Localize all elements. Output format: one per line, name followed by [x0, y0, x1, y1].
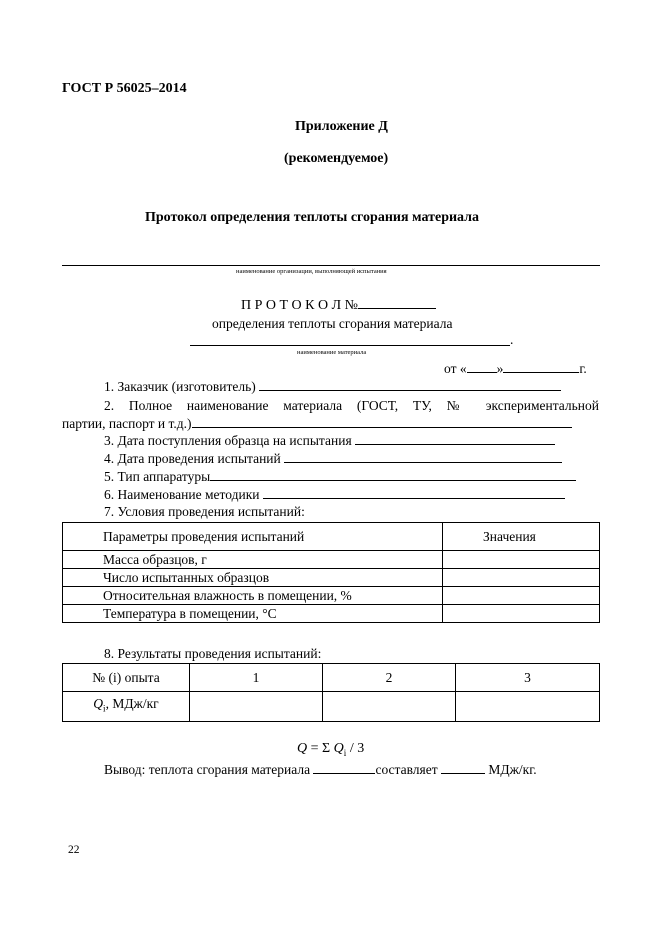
- conclusion-material-field: [313, 762, 375, 774]
- conditions-header-values: Значения: [443, 523, 600, 551]
- standard-number: ГОСТ Р 56025–2014: [62, 81, 187, 96]
- results-value-cell: [456, 692, 600, 722]
- table-row: [63, 587, 600, 605]
- item-method-name: [104, 487, 565, 503]
- results-q-label: [63, 692, 190, 722]
- date-prefix: от «: [444, 361, 467, 376]
- results-column-header: 1: [190, 664, 323, 692]
- item-test-date: [104, 451, 562, 467]
- results-column-header: 2: [323, 664, 456, 692]
- table-row: [63, 605, 600, 623]
- item-customer: [104, 379, 561, 395]
- document-title: Протокол определения теплоты сгорания материала: [145, 210, 480, 225]
- equipment-type-field: [210, 469, 576, 481]
- test-date-field: [284, 451, 562, 463]
- results-value-cell: [190, 692, 323, 722]
- conditions-row-value: [443, 587, 600, 605]
- conditions-row-value: [443, 569, 600, 587]
- method-name-field: [263, 487, 565, 499]
- results-trial-label: № (i) опыта: [63, 664, 190, 692]
- conditions-table: [62, 522, 600, 623]
- conditions-row-label: Число испытанных образцов: [63, 569, 443, 587]
- customer-field: [259, 379, 561, 391]
- protocol-subheading: определения теплоты сгорания материала: [212, 316, 453, 331]
- material-line-dot: .: [510, 332, 514, 347]
- organization-caption: наименование организации, выполняющей испытания: [236, 268, 387, 275]
- results-value-row: [63, 692, 600, 722]
- conclusion-value-field: [441, 762, 485, 774]
- conclusion-prefix: Вывод: теплота сгорания материала: [104, 762, 311, 777]
- formula-q: Q: [297, 741, 308, 756]
- item-method-name-label: 6. Наименование методики: [104, 487, 260, 502]
- item-material-line1: 2. Полное наименование материала (ГОСТ, ТУ, № экспериментальной: [104, 398, 599, 413]
- conditions-header-parameters: Параметры проведения испытаний: [63, 523, 443, 551]
- q-subscript: i: [103, 703, 106, 714]
- results-column-header: 3: [456, 664, 600, 692]
- appendix-subtitle: (рекомендуемое): [284, 151, 389, 166]
- date-month-field: [503, 361, 579, 373]
- results-header-row: [63, 664, 600, 692]
- item-equipment-type: [104, 469, 576, 485]
- item-receipt-date-label: 3. Дата поступления образца на испытания: [104, 433, 352, 448]
- item-receipt-date: [104, 433, 555, 449]
- conclusion-unit: МДж/кг.: [488, 762, 537, 777]
- conclusion: [104, 762, 537, 778]
- formula-qi: Q: [333, 741, 344, 756]
- appendix-title: Приложение Д: [295, 119, 388, 134]
- results-value-cell: [323, 692, 456, 722]
- item-test-conditions: 7. Условия проведения испытаний:: [104, 504, 305, 519]
- protocol-heading: [241, 297, 436, 314]
- item-material-line2: [62, 416, 572, 432]
- formula-equals-sum: = Σ: [307, 741, 334, 756]
- table-row: [63, 569, 600, 587]
- date-mid: »: [496, 361, 504, 376]
- table-row: [63, 551, 600, 569]
- material-name-line: [190, 345, 510, 346]
- item-material-line2-label: партии, паспорт и т.д.): [62, 416, 192, 431]
- results-table: [62, 663, 600, 722]
- page-number: 22: [68, 844, 80, 856]
- conditions-row-value: [443, 605, 600, 623]
- protocol-date: [444, 361, 587, 377]
- date-day-field: [467, 361, 497, 373]
- item-customer-label: 1. Заказчик (изготовитель): [104, 379, 256, 394]
- receipt-date-field: [355, 433, 555, 445]
- protocol-heading-text: П Р О Т О К О Л №: [241, 298, 358, 313]
- item-equipment-type-label: 5. Тип аппаратуры: [104, 469, 211, 484]
- conditions-row-label: Относительная влажность в помещении, %: [63, 587, 443, 605]
- conditions-row-label: Масса образцов, г: [63, 551, 443, 569]
- conditions-row-value: [443, 551, 600, 569]
- conditions-row-label: Температура в помещении, °С: [63, 605, 443, 623]
- formula-divide: / 3: [346, 741, 365, 756]
- organization-line: [62, 265, 600, 266]
- date-suffix: г.: [579, 361, 587, 376]
- material-field: [192, 416, 572, 428]
- item-test-date-label: 4. Дата проведения испытаний: [104, 451, 281, 466]
- conclusion-mid: составляет: [375, 762, 438, 777]
- item-test-results: 8. Результаты проведения испытаний:: [104, 646, 322, 661]
- conditions-header-row: [63, 523, 600, 551]
- formula-subscript: i: [343, 747, 347, 758]
- material-caption: наименование материала: [297, 349, 367, 356]
- protocol-number-field: [358, 297, 436, 309]
- q-unit: , МДж/кг: [105, 696, 159, 712]
- q-symbol: Q: [93, 696, 104, 712]
- formula: [297, 741, 364, 758]
